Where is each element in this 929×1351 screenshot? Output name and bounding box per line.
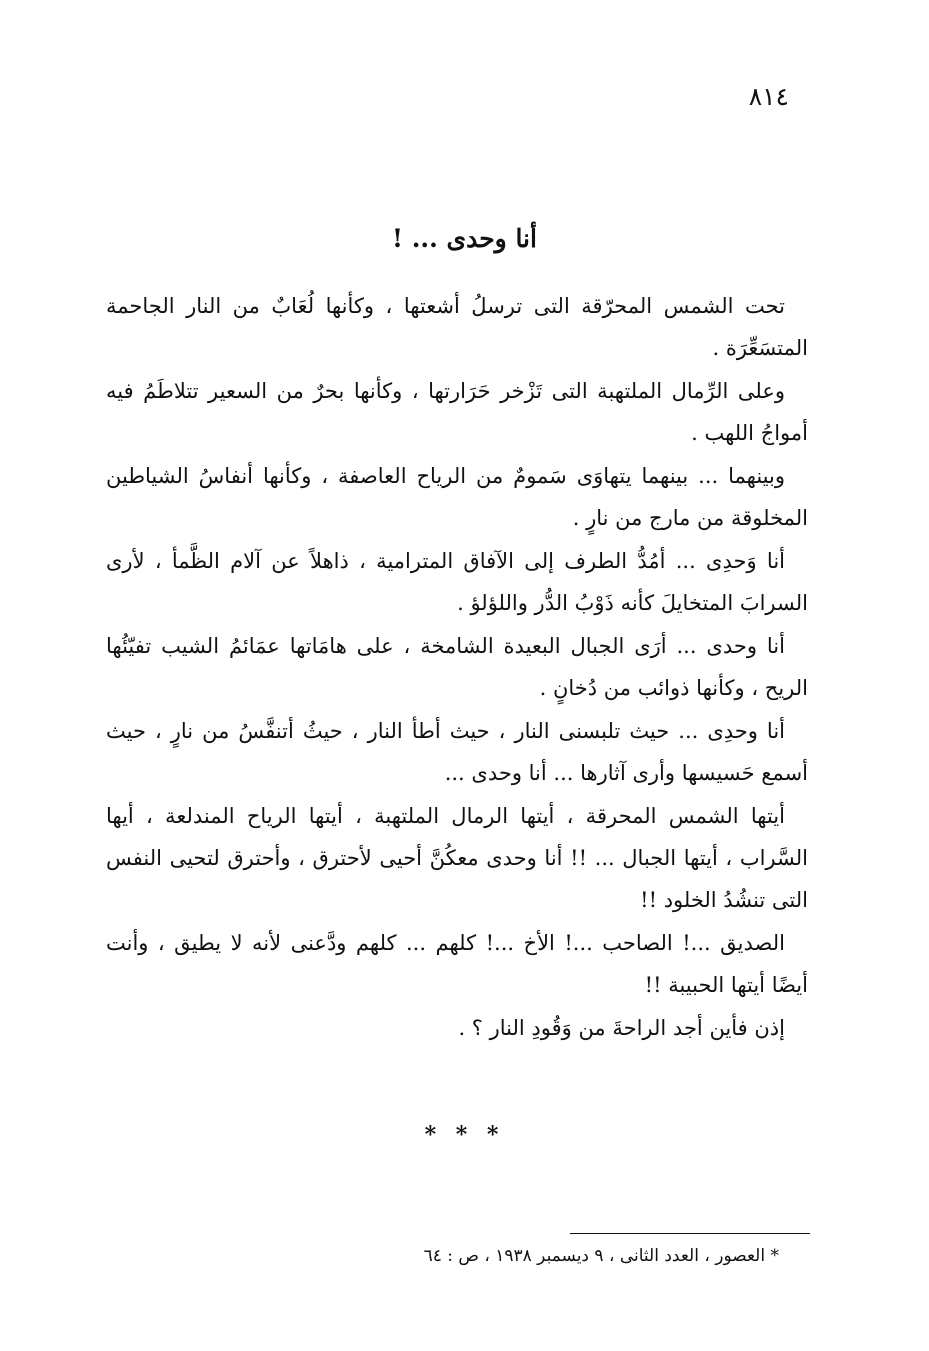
body-text (106, 285, 808, 1050)
footnote-divider (570, 1233, 810, 1234)
paragraph: أيتها الشمس المحرقة ، أيتها الرمال الملتهبة ، أيتها الرياح المندلعة ، أيها السَّراب ، أيتها الجبال ... !! أنا وحدى معكُنَّ أحيى لأحترق ، وأحترق لتحيى النفس التى تنشُدُ الخلود !! (106, 804, 808, 912)
footnote: * العصور ، العدد الثانى ، ٩ ديسمبر ١٩٣٨ ، ص : ٦٤ (423, 1246, 779, 1266)
paragraph: إذن فأين أجد الراحةَ من وَقُودِ النار ؟ . (458, 1016, 785, 1040)
chapter-title: أنا وحدى ... ! (392, 224, 537, 253)
paragraph: تحت الشمس المحرّقة التى ترسلُ أشعتها ، وكأنها لُعَابٌ من النار الجاحمة المتسَعِّرَة . (106, 294, 808, 360)
paragraph: أنا وحدى ... أرَى الجبال البعيدة الشامخة ، على هامَاتها عمَائمُ الشيب تفيّئُها الريح ، وكأنها ذوائب من دُخانٍ . (106, 634, 808, 700)
paragraph: أنا وَحدِى ... أمُدُّ الطرف إلى الآفاق المترامية ، ذاهلاً عن آلام الظَّمأ ، لأرى السرابَ المتخايلَ كأنه ذَوْبُ الدُّر واللؤلؤ . (106, 549, 808, 615)
paragraph: وبينهما ... بينهما يتهاوَى سَمومٌ من الرياح العاصفة ، وكأنها أنفاسُ الشياطين المخلوقة من مارج من نارٍ . (106, 464, 808, 530)
paragraph: أنا وحدِى ... حيث تلبسنى النار ، حيث أطأ النار ، حيثُ أتنفَّسُ من نارٍ ، حيث أسمع حَسيسها وأرى آثارها ... أنا وحدى ... (106, 719, 808, 785)
section-separator: * * * (424, 1122, 505, 1148)
paragraph: الصديق ...! الصاحب ...! الأخ ...! كلهم ... كلهم ودَّعنى لأنه لا يطيق ، وأنت أيضًا أيتها الحبيبة !! (106, 931, 808, 997)
paragraph: وعلى الرِّمال الملتهبة التى تَزْخر حَرَارتها ، وكأنها بحرٌ من السعير تتلاطَمُ فيه أمواجُ اللهب . (106, 379, 808, 445)
page-number: ٨١٤ (748, 82, 789, 111)
